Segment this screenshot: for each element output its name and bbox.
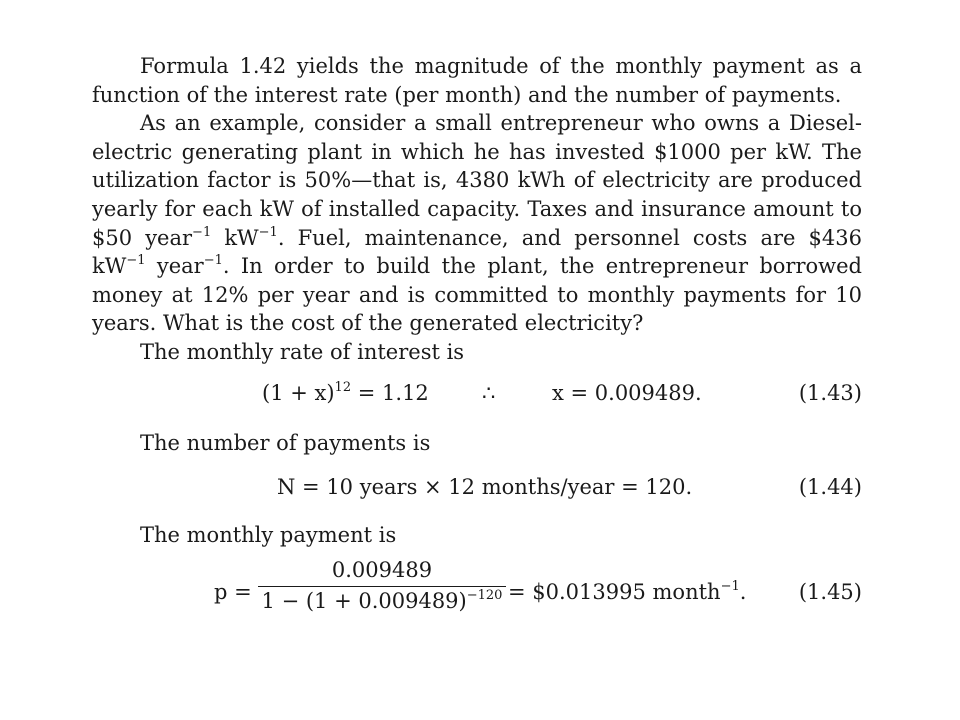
eq145-lhs: p = <box>214 579 252 604</box>
example-text-d: year <box>145 254 204 279</box>
therefore-symbol: ∴ <box>482 380 496 405</box>
eq145-result: = $0.013995 month <box>508 579 721 604</box>
eq144-expression: N = 10 years × 12 months/year = 120. <box>277 475 693 500</box>
exponent: −1 <box>126 253 146 269</box>
eq143-lhs-base: (1 + x) <box>262 380 335 405</box>
eq145-period: . <box>739 579 747 604</box>
example-text-a: As an example, consider a small entrepreneur who owns a Diesel-electric generating plant in which he has invested $1000 per kW. The utilization factor is 50%—that is, 4380 kWh of electricity are produced yearly for each kW of installed capacity. Taxes and insurance amount to $50 year <box>92 111 862 250</box>
paragraph-example <box>92 109 862 338</box>
example-text-c: . Fuel, maintenance, and personnel costs are $436 kW <box>92 225 862 279</box>
equation-1-44 <box>92 457 862 513</box>
eq145-fraction <box>258 558 506 613</box>
eq145-rhs <box>508 580 746 604</box>
example-text-e: . In order to build the plant, the entrepreneur borrowed money at 12% per year and is committed to monthly payments for 10 years. What is the cost of the generated electricity? <box>92 254 862 336</box>
equation-number-1-44: (1.44) <box>798 475 862 500</box>
eq143-lhs-value: = 1.12 <box>351 380 429 405</box>
eq145-numerator: 0.009489 <box>258 558 506 587</box>
paragraph-intro <box>92 52 862 109</box>
lead-payments-count: The number of payments is <box>140 430 431 455</box>
eq145-result-exponent: −1 <box>720 578 740 594</box>
example-text-b: kW <box>211 225 259 250</box>
intro-text: Formula 1.42 yields the magnitude of the monthly payment as a function of the interest rate (per month) and the number of payments. <box>92 54 862 107</box>
eq143-rhs: x = 0.009489. <box>552 380 702 405</box>
exponent: −1 <box>258 224 278 240</box>
equation-number-1-43: (1.43) <box>798 380 862 405</box>
eq145-denominator-exponent: −120 <box>466 587 503 603</box>
equation-number-1-45: (1.45) <box>798 579 862 604</box>
eq143-exponent: 12 <box>334 379 352 395</box>
eq145-denominator <box>258 587 506 613</box>
exponent: −1 <box>192 224 212 240</box>
document-page <box>92 52 862 646</box>
lead-monthly-payment: The monthly payment is <box>140 523 397 548</box>
equation-1-43 <box>92 367 862 427</box>
eq143-lhs <box>262 381 429 405</box>
lead-interest-rate: The monthly rate of interest is <box>140 339 465 364</box>
exponent: −1 <box>203 253 223 269</box>
eq145-denominator-base: 1 − (1 + 0.009489) <box>261 588 467 613</box>
equation-1-45 <box>92 550 862 646</box>
